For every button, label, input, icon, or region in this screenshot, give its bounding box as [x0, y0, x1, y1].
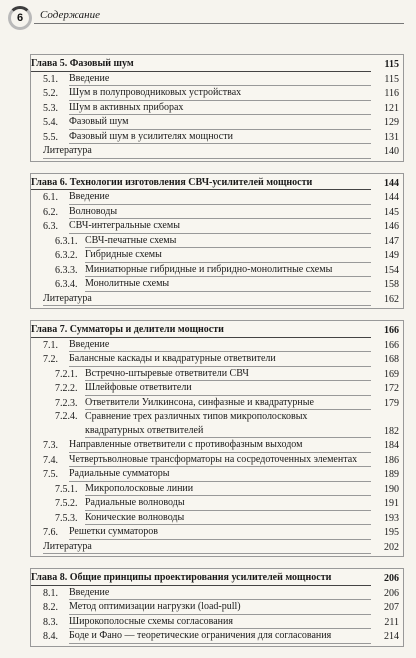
chapter-page: 206	[384, 573, 399, 584]
entry-title: Гибридные схемы	[85, 248, 371, 263]
entry-number: 7.4.	[43, 454, 58, 466]
chapter-title: Глава 8. Общие принципы проектирования усилителей мощности	[31, 571, 371, 586]
entry-title: Введение	[69, 338, 371, 353]
toc-entry[interactable]	[31, 410, 399, 424]
entry-title: СВЧ-печатные схемы	[85, 234, 371, 249]
entry-title: Ответвители Уилкинсона, синфазные и квадратурные	[85, 396, 371, 411]
entry-page: 195	[384, 527, 399, 538]
entry-number: 7.5.2.	[55, 498, 78, 509]
entry-title: Миниатюрные гибридные и гибридно-монолитные схемы	[85, 263, 371, 278]
entry-number: 7.2.	[43, 354, 58, 365]
toc-entry[interactable]	[31, 381, 399, 396]
entry-number: 8.3.	[43, 616, 58, 628]
entry-page: 184	[384, 440, 399, 451]
entry-number: 7.5.	[43, 469, 58, 480]
entry-title: СВЧ-интегральные схемы	[69, 219, 371, 234]
entry-page: 193	[384, 512, 399, 524]
toc-entry[interactable]	[31, 367, 399, 382]
entry-title-continued: квадратурных ответвителей	[85, 424, 371, 439]
entry-page: 214	[384, 631, 399, 642]
chapter-heading[interactable]	[31, 323, 399, 338]
entry-page: 149	[384, 250, 399, 261]
chapter-block	[30, 568, 404, 647]
entry-title: Шум в полупроводниковых устройствах	[69, 86, 371, 101]
table-of-contents	[30, 54, 404, 658]
entry-number: 5.3.	[43, 102, 58, 114]
toc-entry[interactable]	[31, 234, 399, 249]
toc-entry[interactable]	[31, 72, 399, 87]
toc-entry-continued[interactable]	[31, 424, 399, 439]
entry-title: Введение	[69, 72, 371, 87]
entry-title: Введение	[69, 586, 371, 601]
entry-title: Встречно-штыревые ответвители СВЧ	[85, 367, 371, 382]
entry-number: 5.4.	[43, 117, 58, 128]
entry-number: 7.5.1.	[55, 483, 78, 495]
entry-page: 211	[384, 616, 399, 628]
references-entry[interactable]	[31, 144, 399, 159]
entry-number: 6.3.	[43, 221, 58, 232]
entry-title: Балансные каскады и квадратурные ответвители	[69, 352, 371, 367]
entry-number: 6.3.3.	[55, 264, 78, 276]
entry-page: 206	[384, 587, 399, 599]
entry-page: 162	[384, 293, 399, 305]
toc-entry[interactable]	[31, 115, 399, 130]
chapter-heading[interactable]	[31, 57, 399, 72]
entry-title: Решетки сумматоров	[69, 525, 371, 540]
entry-title: Монолитные схемы	[85, 277, 371, 292]
page-header	[0, 0, 416, 40]
entry-number: 6.2.	[43, 206, 58, 218]
entry-number: 7.5.3.	[55, 512, 78, 524]
toc-entry[interactable]	[31, 482, 399, 497]
toc-entry[interactable]	[31, 396, 399, 411]
entry-title: Радиальные сумматоры	[69, 467, 371, 482]
entry-title: Конические волноводы	[85, 511, 371, 526]
entry-page: 207	[384, 602, 399, 613]
chapter-page: 144	[384, 177, 399, 189]
toc-entry[interactable]	[31, 511, 399, 526]
toc-entry[interactable]	[31, 352, 399, 367]
entry-title: Четвертьволновые трансформаторы на сосредоточенных элементах	[69, 453, 371, 468]
toc-entry[interactable]	[31, 496, 399, 511]
entry-page: 179	[384, 397, 399, 409]
entry-number: 5.1.	[43, 73, 58, 85]
entry-number: 8.4.	[43, 631, 58, 642]
entry-page: 168	[384, 354, 399, 365]
toc-entry[interactable]	[31, 205, 399, 220]
entry-page: 145	[384, 206, 399, 218]
entry-page: 147	[384, 235, 399, 247]
entry-number: 8.1.	[43, 587, 58, 599]
entry-title: Введение	[69, 190, 371, 205]
chapter-block	[30, 320, 404, 557]
chapter-page: 166	[384, 325, 399, 336]
chapter-title: Глава 5. Фазовый шум	[31, 57, 371, 72]
entry-number: 6.3.2.	[55, 250, 78, 261]
entry-title: Фазовый шум	[69, 115, 371, 130]
entry-title: Сравнение трех различных типов микрополосковых	[85, 411, 308, 422]
entry-title: Литература	[43, 540, 371, 555]
entry-page: 189	[384, 469, 399, 480]
chapter-heading[interactable]	[31, 571, 399, 586]
entry-title: Волноводы	[69, 205, 371, 220]
entry-number: 7.1.	[43, 339, 58, 351]
entry-number: 7.2.4.	[55, 411, 78, 422]
toc-entry[interactable]	[31, 615, 399, 630]
entry-title: Литература	[43, 144, 371, 159]
entry-page: 146	[384, 221, 399, 232]
toc-entry[interactable]	[31, 453, 399, 468]
entry-page: 191	[384, 498, 399, 509]
toc-entry[interactable]	[31, 277, 399, 292]
entry-page: 182	[384, 425, 399, 437]
header-rule	[34, 23, 404, 24]
chapter-title: Глава 6. Технологии изготовления СВЧ-усилителей мощности	[31, 176, 371, 191]
entry-title: Боде и Фано — теоретические ограничения для согласования	[69, 629, 371, 644]
entry-title: Шлейфовые ответвители	[85, 381, 371, 396]
entry-number: 5.2.	[43, 88, 58, 99]
entry-page: 131	[384, 131, 399, 143]
toc-entry[interactable]	[31, 263, 399, 278]
entry-page: 190	[384, 483, 399, 495]
toc-entry[interactable]	[31, 467, 399, 482]
chapter-page: 115	[384, 59, 399, 70]
references-entry[interactable]	[31, 292, 399, 307]
entry-number: 7.2.1.	[55, 368, 78, 380]
toc-entry[interactable]	[31, 219, 399, 234]
entry-page: 186	[384, 454, 399, 466]
toc-entry[interactable]	[31, 190, 399, 205]
entry-title: Радиальные волноводы	[85, 496, 371, 511]
toc-entry[interactable]	[31, 101, 399, 116]
running-title: Содержание	[40, 9, 101, 21]
page-number-badge	[8, 6, 32, 30]
entry-page: 129	[384, 117, 399, 128]
chapter-block	[30, 173, 404, 310]
chapter-heading[interactable]	[31, 176, 399, 191]
entry-title: Шум в активных приборах	[69, 101, 371, 116]
entry-page: 154	[384, 264, 399, 276]
toc-entry[interactable]	[31, 600, 399, 615]
entry-page: 169	[384, 368, 399, 380]
entry-number: 8.2.	[43, 602, 58, 613]
entry-title: Литература	[43, 292, 371, 307]
entry-page: 172	[384, 383, 399, 394]
toc-entry[interactable]	[31, 629, 399, 644]
entry-page: 115	[384, 73, 399, 85]
entry-number: 6.3.1.	[55, 235, 78, 247]
toc-entry[interactable]	[31, 130, 399, 145]
references-entry[interactable]	[31, 540, 399, 555]
page-number: 6	[16, 12, 24, 24]
entry-page: 121	[384, 102, 399, 114]
entry-number: 5.5.	[43, 131, 58, 143]
toc-entry[interactable]	[31, 586, 399, 601]
toc-entry[interactable]	[31, 248, 399, 263]
toc-entry[interactable]	[31, 438, 399, 453]
entry-page: 166	[384, 339, 399, 351]
toc-entry[interactable]	[31, 338, 399, 353]
entry-title: Фазовый шум в усилителях мощности	[69, 130, 371, 145]
entry-number: 7.6.	[43, 527, 58, 538]
entry-title: Метод оптимизации нагрузки (load-pull)	[69, 600, 371, 615]
entry-page: 158	[384, 279, 399, 290]
entry-page: 144	[384, 192, 399, 203]
chapter-block	[30, 54, 404, 162]
toc-entry[interactable]	[31, 86, 399, 101]
entry-title: Широкополосные схемы согласования	[69, 615, 371, 630]
entry-title: Направленные ответвители с противофазным выходом	[69, 438, 371, 453]
entry-page: 202	[384, 541, 399, 553]
toc-entry[interactable]	[31, 525, 399, 540]
entry-number: 6.1.	[43, 192, 58, 203]
entry-page: 116	[384, 88, 399, 99]
entry-number: 7.2.3.	[55, 397, 78, 409]
entry-number: 7.3.	[43, 440, 58, 451]
entry-title: Микрополосковые линии	[85, 482, 371, 497]
entry-number: 7.2.2.	[55, 383, 78, 394]
entry-page: 140	[384, 146, 399, 157]
chapter-title: Глава 7. Сумматоры и делители мощности	[31, 323, 371, 338]
entry-number: 6.3.4.	[55, 279, 78, 290]
